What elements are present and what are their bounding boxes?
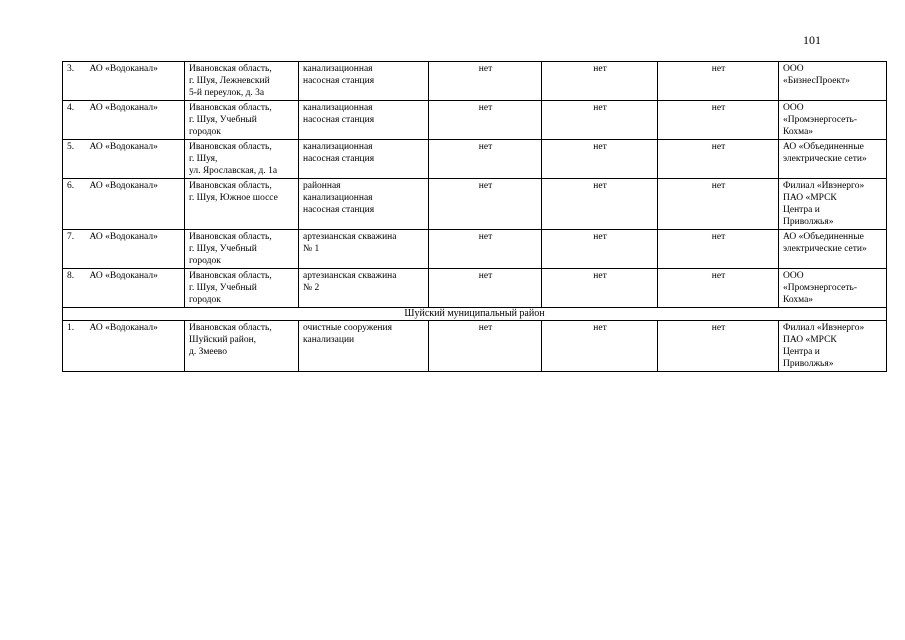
table-body [63, 62, 887, 372]
table-row [63, 230, 887, 269]
address [185, 321, 299, 372]
cell-line: АО «Объединенные [783, 142, 864, 152]
row-number-text: 6. [67, 181, 75, 191]
supplier [779, 321, 887, 372]
cell-line: канализации [303, 335, 355, 345]
cell-line: д. Змеево [189, 347, 227, 357]
supplier [779, 269, 887, 308]
table-row [63, 269, 887, 308]
cell-line: канализационная [303, 193, 373, 203]
cell-line: электрические сети» [783, 154, 867, 164]
supplier [779, 140, 887, 179]
address [185, 230, 299, 269]
object-type [299, 269, 429, 308]
row-number-text: 5. [67, 142, 75, 152]
cell-line: Ивановская область, [189, 181, 272, 191]
row-number [63, 269, 86, 308]
organization: АО «Водоканал» [86, 179, 185, 230]
cell-line: насосная станция [303, 205, 375, 215]
address [185, 140, 299, 179]
supplier [779, 179, 887, 230]
section-title: Шуйский муниципальный район [63, 308, 887, 321]
object-type [299, 101, 429, 140]
status-col7: нет [658, 140, 779, 179]
cell-line: Ивановская область, [189, 323, 272, 333]
row-number [63, 321, 86, 372]
table-row [63, 179, 887, 230]
cell-line: Филиал «Ивэнерго» [783, 181, 865, 191]
status-col6: нет [542, 321, 658, 372]
cell-line: Центра и [783, 347, 820, 357]
address [185, 62, 299, 101]
cell-line: Ивановская область, [189, 271, 272, 281]
table-row [63, 140, 887, 179]
cell-line: АО «Объединенные [783, 232, 864, 242]
cell-line: городок [189, 295, 221, 305]
cell-line: Ивановская область, [189, 232, 272, 242]
supplier [779, 101, 887, 140]
status-col5: нет [429, 140, 542, 179]
cell-line: г. Шуя, Южное шоссе [189, 193, 278, 203]
cell-line: Приволжья» [783, 217, 834, 227]
status-col6: нет [542, 269, 658, 308]
object-type [299, 62, 429, 101]
cell-line: Шуйский район, [189, 335, 257, 345]
table-row [63, 321, 887, 372]
address [185, 179, 299, 230]
row-number [63, 62, 86, 101]
organization: АО «Водоканал» [86, 269, 185, 308]
object-type [299, 140, 429, 179]
cell-line: «БизнесПроект» [783, 76, 850, 86]
status-col7: нет [658, 101, 779, 140]
cell-line: городок [189, 256, 221, 266]
cell-line: канализационная [303, 103, 373, 113]
section-header-row [63, 308, 887, 321]
cell-line: ООО [783, 64, 804, 74]
row-number-text: 8. [67, 271, 75, 281]
facilities-table [62, 61, 887, 372]
row-number-text: 1. [67, 323, 75, 333]
status-col5: нет [429, 269, 542, 308]
cell-line: районная [303, 181, 341, 191]
status-col5: нет [429, 62, 542, 101]
status-col5: нет [429, 101, 542, 140]
row-number-text: 4. [67, 103, 75, 113]
cell-line: Ивановская область, [189, 103, 272, 113]
cell-line: насосная станция [303, 76, 375, 86]
address [185, 101, 299, 140]
status-col7: нет [658, 179, 779, 230]
status-col6: нет [542, 101, 658, 140]
object-type [299, 321, 429, 372]
row-number [63, 140, 86, 179]
table-row [63, 101, 887, 140]
cell-line: электрические сети» [783, 244, 867, 254]
cell-line: городок [189, 127, 221, 137]
cell-line: «Промэнергосеть- [783, 283, 858, 293]
supplier [779, 62, 887, 101]
cell-line: 5-й переулок, д. 3а [189, 88, 265, 98]
cell-line: Центра и [783, 205, 820, 215]
cell-line: Ивановская область, [189, 142, 272, 152]
cell-line: «Промэнергосеть- [783, 115, 858, 125]
status-col6: нет [542, 140, 658, 179]
cell-line: г. Шуя, [189, 154, 218, 164]
status-col6: нет [542, 230, 658, 269]
cell-line: г. Шуя, Учебный [189, 283, 257, 293]
cell-line: Кохма» [783, 127, 814, 137]
organization: АО «Водоканал» [86, 230, 185, 269]
row-number [63, 230, 86, 269]
table-row [63, 62, 887, 101]
organization: АО «Водоканал» [86, 140, 185, 179]
cell-line: очистные сооружения [303, 323, 392, 333]
cell-line: Кохма» [783, 295, 814, 305]
row-number [63, 179, 86, 230]
organization: АО «Водоканал» [86, 62, 185, 101]
cell-line: ООО [783, 103, 804, 113]
cell-line: ПАО «МРСК [783, 335, 837, 345]
status-col5: нет [429, 179, 542, 230]
cell-line: ООО [783, 271, 804, 281]
page-number: 101 [803, 33, 821, 47]
organization: АО «Водоканал» [86, 101, 185, 140]
status-col5: нет [429, 321, 542, 372]
status-col6: нет [542, 62, 658, 101]
row-number [63, 101, 86, 140]
cell-line: канализационная [303, 142, 373, 152]
cell-line: Приволжья» [783, 359, 834, 369]
cell-line: артезианская скважина [303, 271, 397, 281]
cell-line: ул. Ярославская, д. 1а [189, 166, 278, 176]
status-col5: нет [429, 230, 542, 269]
object-type [299, 230, 429, 269]
object-type [299, 179, 429, 230]
cell-line: насосная станция [303, 154, 375, 164]
cell-line: ПАО «МРСК [783, 193, 837, 203]
organization: АО «Водоканал» [86, 321, 185, 372]
address [185, 269, 299, 308]
status-col7: нет [658, 230, 779, 269]
cell-line: канализационная [303, 64, 373, 74]
cell-line: г. Шуя, Учебный [189, 115, 257, 125]
cell-line: г. Шуя, Лежневский [189, 76, 270, 86]
cell-line: № 1 [303, 244, 320, 254]
row-number-text: 7. [67, 232, 75, 242]
cell-line: г. Шуя, Учебный [189, 244, 257, 254]
supplier [779, 230, 887, 269]
status-col6: нет [542, 179, 658, 230]
cell-line: Ивановская область, [189, 64, 272, 74]
status-col7: нет [658, 269, 779, 308]
cell-line: № 2 [303, 283, 320, 293]
cell-line: артезианская скважина [303, 232, 397, 242]
cell-line: насосная станция [303, 115, 375, 125]
status-col7: нет [658, 62, 779, 101]
row-number-text: 3. [67, 64, 75, 74]
cell-line: Филиал «Ивэнерго» [783, 323, 865, 333]
status-col7: нет [658, 321, 779, 372]
